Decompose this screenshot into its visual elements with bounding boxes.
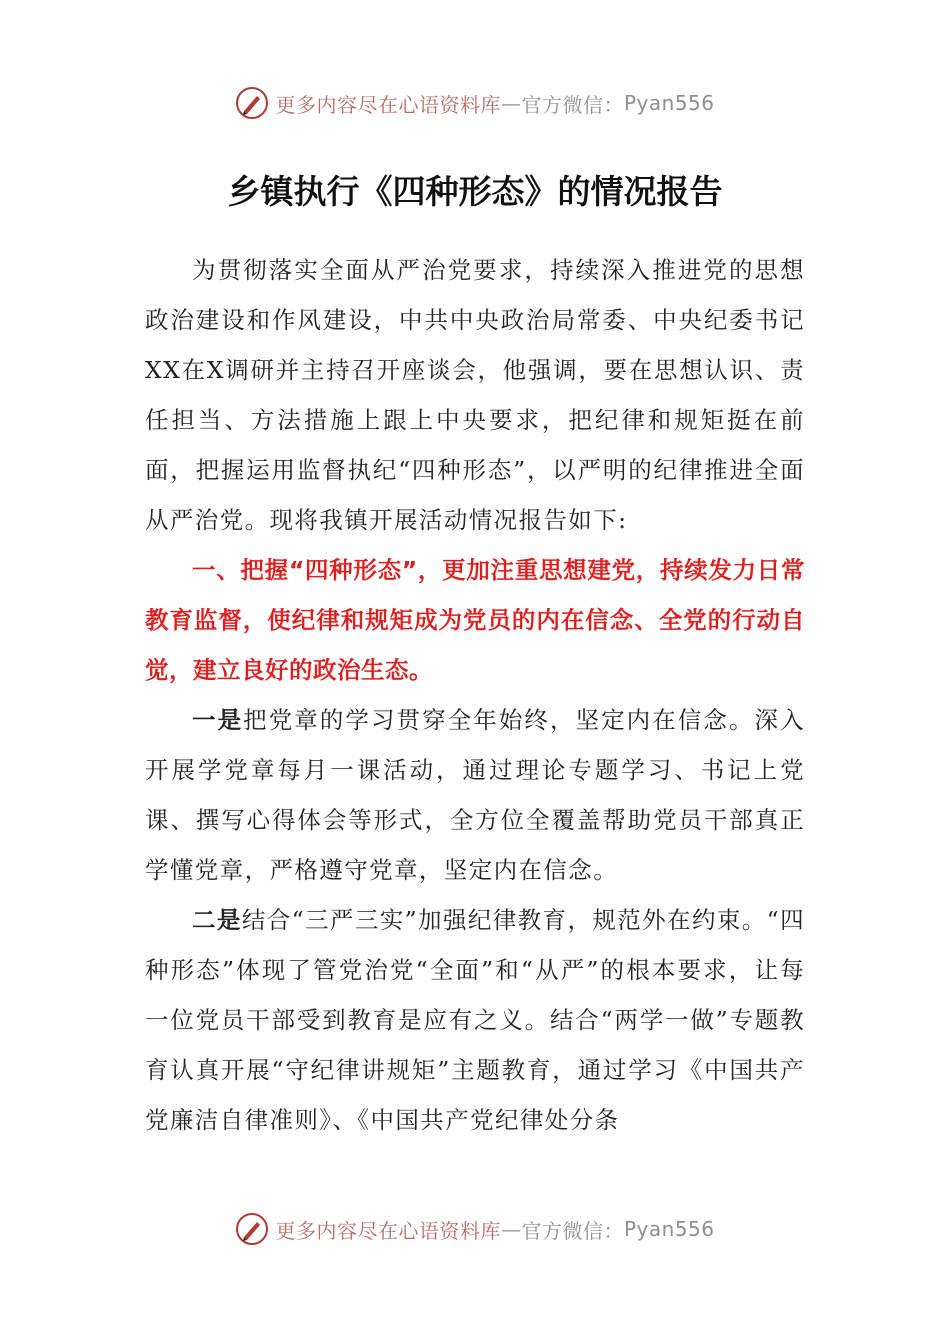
pen-logo-icon: [235, 1212, 269, 1246]
watermark-separator: —: [500, 1217, 522, 1241]
item-paragraph-1: [145, 695, 805, 895]
watermark-contact-id: Pyan556: [623, 91, 715, 115]
watermark-brand: 更多内容尽在心语资料库: [275, 1218, 501, 1243]
document-body: [145, 245, 805, 1145]
item-lead-1: 一是: [192, 706, 244, 734]
pen-logo-icon: [235, 86, 269, 120]
watermark-header: [0, 86, 950, 120]
item-lead-2: 二是: [192, 906, 242, 934]
section-heading: 一、把握“四种形态”，更加注重思想建党，持续发力日常教育监督，使纪律和规矩成为党员的内在信念、全党的行动自觉，建立良好的政治生态。: [145, 556, 805, 684]
watermark-brand: 更多内容尽在心语资料库: [275, 92, 501, 117]
watermark-contact-id: Pyan556: [623, 1217, 715, 1241]
item-text-1: 把党章的学习贯穿全年始终，坚定内在信念。深入开展学党章每月一课活动，通过理论专题学习、书记上党课、撰写心得体会等形式，全方位全覆盖帮助党员干部真正学懂党章，严格遵守党章，坚定内在信念。: [145, 706, 805, 884]
watermark-separator: —: [500, 91, 522, 115]
intro-paragraph: 为贯彻落实全面从严治党要求，持续深入推进党的思想政治建设和作风建设，中共中央政治局常委、中央纪委书记XX在X调研并主持召开座谈会，他强调，要在思想认识、责任担当、方法措施上跟上中央要求，把纪律和规矩挺在前面，把握运用监督执纪“四种形态”，以严明的纪律推进全面从严治党。现将我镇开展活动情况报告如下:: [145, 256, 805, 534]
watermark-contact-label: 官方微信：: [521, 1218, 624, 1243]
item-text-2: 结合“三严三实”加强纪律教育，规范外在约束。“四种形态”体现了管党治党“全面”和“从严”的根本要求，让每一位党员干部受到教育是应有之义。结合“两学一做”专题教育认真开展“守纪律讲规矩”主题教育，通过学习《中国共产党廉洁自律准则》、《中国共产党纪律处分条: [145, 906, 805, 1134]
item-paragraph-2: [145, 895, 805, 1145]
document-title: 乡镇执行《四种形态》的情况报告: [227, 172, 723, 211]
watermark-footer: [0, 1212, 950, 1246]
watermark-contact-label: 官方微信：: [521, 92, 624, 117]
